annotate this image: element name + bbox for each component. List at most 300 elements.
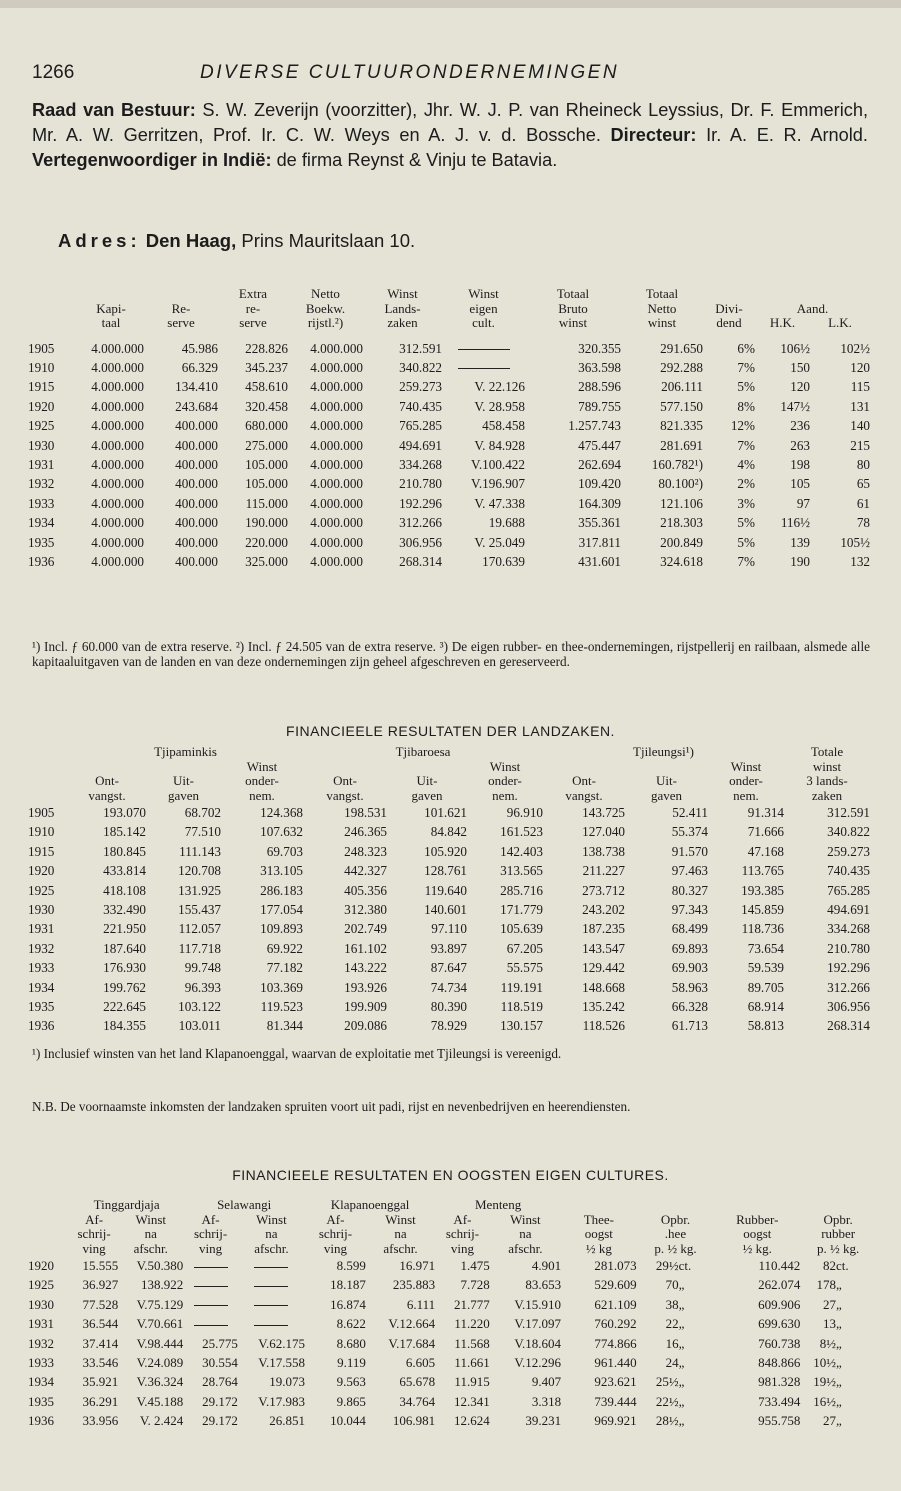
value-cell: 187.235 — [582, 921, 625, 937]
group-header-tjipaminkis: Tjipaminkis — [154, 744, 217, 759]
value-cell: 4.000.000 — [91, 418, 144, 434]
value-cell: 236 — [790, 418, 810, 434]
value-cell: 1.257.743 — [568, 418, 621, 434]
col-header-winst: nem. — [249, 787, 275, 803]
value-cell: „ — [678, 1277, 685, 1293]
value-cell: 345.237 — [245, 359, 288, 375]
col-header-afschrijving: Af- — [326, 1211, 345, 1227]
value-cell: 332.490 — [103, 902, 146, 918]
value-cell: 164.309 — [578, 495, 621, 511]
table-row — [28, 1353, 876, 1372]
value-cell: 475.447 — [578, 437, 621, 453]
year-cell: 1905 — [28, 805, 55, 820]
value-cell: 313.565 — [500, 863, 543, 879]
value-cell: 96.393 — [184, 979, 221, 995]
value-cell: 281.691 — [660, 437, 703, 453]
value-cell: 324.618 — [660, 553, 703, 569]
value-cell: 923.621 — [594, 1374, 637, 1390]
value-cell: 6.605 — [405, 1355, 436, 1371]
col-header-rubber-oogst: Rubber- — [736, 1211, 779, 1227]
value-cell: 733.494 — [758, 1393, 801, 1409]
year-cell: 1920 — [28, 1258, 54, 1273]
value-cell: 55.374 — [671, 824, 708, 840]
value-cell: 36.544 — [82, 1316, 119, 1332]
value-cell: 115 — [850, 379, 870, 395]
year-cell: 1910 — [28, 824, 55, 840]
value-cell: 458.458 — [482, 418, 525, 434]
value-cell: 13 — [822, 1316, 836, 1332]
value-cell: 400.000 — [175, 476, 218, 492]
table-row — [28, 919, 870, 938]
year-cell: 1933 — [28, 1355, 54, 1371]
value-cell: 143.547 — [582, 940, 625, 956]
value-cell: 11.915 — [454, 1374, 490, 1390]
col-header-winst: onder- — [729, 773, 763, 788]
value-cell: 148.668 — [582, 979, 625, 995]
value-cell: 66.329 — [181, 359, 218, 375]
col-header-afschrijving: ving — [199, 1240, 223, 1256]
value-cell: 4.000.000 — [91, 476, 144, 492]
value-cell: 29.172 — [202, 1393, 238, 1409]
year-cell: 1930 — [28, 902, 55, 918]
value-cell: 69.893 — [671, 940, 708, 956]
value-cell — [238, 1295, 305, 1314]
table-row — [28, 1314, 876, 1333]
year-cell: 1935 — [28, 999, 55, 1015]
dash-mark — [254, 1305, 288, 1306]
value-cell: 7.728 — [460, 1277, 490, 1293]
value-cell: 4.000.000 — [310, 437, 363, 453]
value-cell: 418.108 — [103, 882, 146, 898]
value-cell: V. 84.928 — [474, 437, 525, 453]
value-cell: 192.296 — [399, 495, 442, 511]
value-cell: 4.000.000 — [91, 437, 144, 453]
value-cell: 96.910 — [506, 805, 543, 820]
table-row — [28, 900, 870, 919]
value-cell: 6.111 — [406, 1296, 436, 1312]
value-cell: 115.000 — [245, 495, 288, 511]
col-header-opbr-rubber: Opbr. — [823, 1211, 853, 1227]
col-header-winst-eigen: cult. — [472, 315, 495, 330]
value-cell: 71.666 — [747, 824, 784, 840]
value-cell — [442, 339, 525, 358]
value-cell: 77.182 — [266, 960, 303, 976]
page-number: 1266 — [32, 62, 75, 83]
value-cell: 16½ — [813, 1393, 836, 1409]
col-header-totaal-netto: Netto — [647, 300, 677, 316]
group-header-klapanoenggal: Klapanoenggal — [330, 1197, 410, 1212]
value-cell: „ — [835, 1277, 842, 1293]
value-cell: 320.458 — [245, 398, 288, 414]
value-cell: 760.292 — [594, 1316, 637, 1332]
value-cell: 187.640 — [103, 940, 146, 956]
value-cell: 120 — [850, 359, 870, 375]
value-cell: 981.328 — [758, 1374, 801, 1390]
value-cell: 116½ — [780, 515, 810, 531]
table-row — [28, 803, 870, 822]
value-cell: 306.956 — [399, 534, 442, 550]
table-row — [28, 358, 870, 377]
value-cell: V. 28.958 — [474, 398, 525, 414]
dash-mark — [458, 368, 510, 369]
table-row — [28, 455, 870, 474]
col-header-thee-oogst: ½ kg — [585, 1240, 612, 1256]
value-cell: 80.100²) — [658, 476, 703, 492]
value-cell: V.45.188 — [136, 1393, 184, 1409]
value-cell: 262.074 — [758, 1277, 801, 1293]
col-header-winst: nem. — [733, 787, 759, 803]
value-cell: 8.680 — [336, 1335, 366, 1351]
value-cell: 285.716 — [500, 882, 543, 898]
value-cell: 8½ — [819, 1335, 836, 1351]
value-cell: 248.323 — [344, 843, 387, 859]
year-cell: 1934 — [28, 515, 55, 531]
value-cell: 821.335 — [660, 418, 703, 434]
value-cell: 4.000.000 — [310, 534, 363, 550]
value-cell: 3% — [737, 495, 755, 511]
group-header-tjileungsi: Tjileungsi¹) — [633, 744, 694, 759]
value-cell — [442, 358, 525, 377]
value-cell: 138.738 — [582, 843, 625, 859]
value-cell: „ — [835, 1316, 842, 1332]
value-cell: „ — [678, 1335, 685, 1351]
value-cell: 33.546 — [82, 1355, 119, 1371]
col-header-winst: Winst — [385, 1211, 416, 1227]
value-cell: 58.963 — [671, 979, 708, 995]
value-cell: 740.435 — [399, 398, 442, 414]
year-cell: 1934 — [28, 1374, 54, 1390]
value-cell — [238, 1256, 305, 1275]
value-cell: 24 — [665, 1355, 679, 1371]
col-header-kapitaal: Kapi- — [96, 300, 126, 316]
value-cell: 176.930 — [103, 960, 146, 976]
year-cell: 1931 — [28, 1316, 54, 1332]
value-cell: 259.273 — [399, 379, 442, 395]
table-row — [28, 474, 870, 493]
page-header — [32, 58, 872, 88]
value-cell: 4.000.000 — [310, 418, 363, 434]
financial-table-landzaken — [28, 745, 870, 1036]
value-cell: 97.463 — [671, 863, 708, 879]
value-cell: 9.119 — [337, 1355, 366, 1371]
col-header-extra: re- — [245, 300, 261, 316]
value-cell: 199.909 — [344, 999, 387, 1015]
table-row — [28, 1275, 876, 1294]
value-cell: 139 — [790, 534, 810, 550]
value-cell: 66.328 — [671, 999, 708, 1015]
value-cell: V.70.661 — [136, 1316, 184, 1332]
value-cell: 82 — [822, 1258, 836, 1273]
value-cell: 312.266 — [827, 979, 870, 995]
value-cell: 765.285 — [827, 882, 870, 898]
col-header-uitgaven: gaven — [411, 787, 443, 803]
col-header-afschrijving: Af- — [85, 1211, 104, 1227]
value-cell — [238, 1275, 305, 1294]
col-header-winst: onder- — [488, 773, 522, 788]
table-row — [28, 822, 870, 841]
address-line — [58, 230, 415, 252]
col-header-dividend: dend — [716, 315, 742, 330]
value-cell: 955.758 — [758, 1413, 801, 1429]
value-cell: 117.718 — [178, 940, 221, 956]
table-body — [28, 339, 870, 572]
table-row — [28, 939, 870, 958]
value-cell: 109.893 — [260, 921, 303, 937]
value-cell: 12.624 — [453, 1413, 490, 1429]
value-cell: 171.779 — [500, 902, 543, 918]
value-cell: V.15.910 — [514, 1296, 562, 1312]
value-cell: 61.713 — [671, 1018, 708, 1034]
value-cell: 160.782¹) — [651, 456, 703, 472]
value-cell: 4.000.000 — [91, 495, 144, 511]
value-cell: 105.920 — [424, 843, 467, 859]
year-cell: 1931 — [28, 921, 55, 937]
col-header-winst-eigen: eigen — [469, 300, 498, 316]
value-cell: 193.070 — [103, 805, 146, 820]
col-header-ontvangst: Ont- — [572, 773, 596, 788]
value-cell: 142.403 — [500, 843, 543, 859]
value-cell: 7% — [737, 437, 755, 453]
value-cell: 15.555 — [82, 1258, 119, 1273]
col-header-afschrijving: schrij- — [193, 1226, 228, 1241]
value-cell: 306.956 — [827, 999, 870, 1015]
director-label: Directeur: — [610, 125, 697, 145]
table-row — [28, 1392, 876, 1411]
table-row — [28, 339, 870, 358]
value-cell: 22 — [665, 1316, 679, 1332]
year-cell: 1925 — [28, 418, 55, 434]
value-cell: 969.921 — [594, 1413, 637, 1429]
value-cell: V. 22.126 — [474, 379, 525, 395]
value-cell: „ — [678, 1393, 685, 1409]
value-cell: 9.563 — [336, 1374, 366, 1390]
year-cell: 1936 — [28, 553, 55, 569]
value-cell: 9.865 — [336, 1393, 366, 1409]
value-cell: 312.266 — [399, 515, 442, 531]
value-cell: 334.268 — [399, 456, 442, 472]
value-cell: V. 2.424 — [139, 1413, 184, 1429]
value-cell: 120 — [790, 379, 810, 395]
value-cell: 268.314 — [399, 553, 442, 569]
value-cell: 105.000 — [245, 476, 288, 492]
value-cell: 2% — [737, 476, 755, 492]
value-cell: 218.303 — [660, 515, 703, 531]
value-cell: 35.921 — [82, 1374, 119, 1390]
value-cell: 25½ — [655, 1374, 679, 1390]
col-header-rubber-oogst: ½ kg. — [742, 1240, 772, 1256]
value-cell: V.17.558 — [258, 1355, 306, 1371]
page-edge — [0, 0, 901, 8]
col-header-winst: Winst — [489, 758, 521, 774]
value-cell: 11.568 — [454, 1335, 490, 1351]
value-cell: 30.554 — [202, 1355, 238, 1371]
value-cell: 177.054 — [260, 902, 303, 918]
value-cell: 119.191 — [500, 979, 543, 995]
table-body — [28, 803, 870, 1036]
value-cell: 106.981 — [392, 1413, 436, 1429]
value-cell: 26.851 — [269, 1413, 306, 1429]
value-cell: ct. — [678, 1258, 692, 1273]
value-cell: 83.653 — [525, 1277, 562, 1293]
table-header — [28, 745, 870, 803]
value-cell: 312.380 — [344, 902, 387, 918]
value-cell: „ — [835, 1296, 842, 1312]
value-cell: 235.883 — [392, 1277, 436, 1293]
year-cell: 1910 — [28, 359, 55, 375]
value-cell: V.12.664 — [388, 1316, 436, 1332]
nb-note — [32, 1100, 870, 1115]
value-cell: 4.901 — [531, 1258, 562, 1273]
year-cell: 1920 — [28, 863, 55, 879]
year-cell: 1933 — [28, 960, 55, 976]
value-cell: 132 — [850, 553, 870, 569]
value-cell: 281.073 — [594, 1258, 637, 1273]
value-cell: 4.000.000 — [91, 515, 144, 531]
running-title: DIVERSE CULTUURONDERNEMINGEN — [200, 62, 620, 83]
value-cell: 99.748 — [184, 960, 221, 976]
year-cell: 1920 — [28, 398, 55, 414]
value-cell: 206.111 — [661, 379, 703, 395]
value-cell: 7% — [737, 359, 755, 375]
col-header-ontvangst: vangst. — [565, 787, 603, 803]
dash-mark — [254, 1286, 288, 1287]
value-cell: 317.811 — [578, 534, 621, 550]
value-cell: ct. — [835, 1258, 849, 1273]
value-cell: 68.914 — [747, 999, 784, 1015]
col-header-ontvangst: Ont- — [95, 773, 119, 788]
value-cell: 65 — [856, 476, 870, 492]
value-cell: V.17.097 — [514, 1316, 562, 1332]
value-cell: 69.703 — [266, 843, 303, 859]
value-cell: 12% — [730, 418, 755, 434]
value-cell: 119.640 — [424, 882, 467, 898]
table-row — [28, 978, 870, 997]
value-cell: 103.369 — [260, 979, 303, 995]
table-row — [28, 1411, 876, 1430]
value-cell: 27 — [822, 1296, 836, 1312]
table-row — [28, 1334, 876, 1353]
value-cell: 161.523 — [500, 824, 543, 840]
value-cell: V.17.983 — [258, 1393, 306, 1409]
value-cell: 442.327 — [344, 863, 387, 879]
value-cell: 209.086 — [344, 1018, 387, 1034]
col-header-totale: winst — [812, 758, 842, 774]
value-cell: 4.000.000 — [310, 515, 363, 531]
value-cell: V. 47.338 — [474, 495, 525, 511]
value-cell: „ — [678, 1316, 685, 1332]
year-cell: 1925 — [28, 882, 55, 898]
dash-mark — [194, 1305, 228, 1306]
section-title-landzaken: FINANCIEELE RESULTATEN DER LANDZAKEN. — [286, 723, 615, 739]
value-cell: 25.775 — [202, 1335, 238, 1351]
value-cell: 22½ — [655, 1393, 679, 1409]
col-header-opbr-thee: Opbr. — [660, 1211, 691, 1227]
table-row — [28, 1372, 876, 1391]
group-header-tinggardjaja: Tinggardjaja — [93, 1197, 160, 1212]
table-row — [28, 533, 870, 552]
nb-label: N.B. — [32, 1099, 57, 1114]
value-cell: 89.705 — [747, 979, 784, 995]
value-cell: 78.929 — [430, 1018, 467, 1034]
value-cell: 91.314 — [747, 805, 784, 820]
value-cell: 131 — [850, 398, 870, 414]
value-cell: 405.356 — [344, 882, 387, 898]
col-header-winst-landszaken: Lands- — [384, 300, 421, 316]
value-cell: 128.761 — [424, 863, 467, 879]
value-cell: 228.826 — [245, 340, 288, 356]
col-header-opbr-thee: p. ½ kg. — [654, 1240, 697, 1256]
value-cell: 961.440 — [594, 1355, 637, 1371]
col-header-totaal-bruto: winst — [558, 315, 588, 330]
value-cell: 59.539 — [747, 960, 784, 976]
value-cell: 118.526 — [582, 1018, 625, 1034]
value-cell: 39.231 — [525, 1413, 562, 1429]
value-cell: 12.341 — [453, 1393, 490, 1409]
table-row — [28, 997, 870, 1016]
representative-text: de firma Reynst & Vinju te Batavia. — [271, 150, 558, 170]
year-cell: 1932 — [28, 1335, 54, 1351]
year-cell: 1930 — [28, 437, 55, 453]
value-cell: 10½ — [813, 1355, 836, 1371]
value-cell: 400.000 — [175, 418, 218, 434]
value-cell: 97 — [796, 495, 810, 511]
col-header-winst: na — [394, 1226, 407, 1241]
col-header-winst: afschr. — [508, 1240, 543, 1256]
value-cell: 4.000.000 — [91, 398, 144, 414]
value-cell: 138.922 — [141, 1277, 184, 1293]
col-header-ontvangst: vangst. — [326, 787, 364, 803]
value-cell: 6% — [737, 340, 755, 356]
value-cell: 243.684 — [175, 398, 218, 414]
value-cell: 143.725 — [582, 805, 625, 820]
year-cell: 1936 — [28, 1018, 55, 1034]
value-cell: 145.859 — [741, 902, 784, 918]
value-cell: 118.519 — [500, 999, 543, 1015]
year-cell: 1936 — [28, 1413, 54, 1429]
value-cell: 210.780 — [827, 940, 870, 956]
value-cell: 8% — [737, 398, 755, 414]
year-cell: 1915 — [28, 843, 55, 859]
value-cell: 8.599 — [336, 1258, 366, 1273]
value-cell: „ — [835, 1355, 842, 1371]
value-cell: 577.150 — [660, 398, 703, 414]
value-cell: 16.874 — [330, 1296, 366, 1312]
table-row — [28, 552, 870, 571]
value-cell: 33.956 — [82, 1413, 119, 1429]
value-cell: 97.110 — [431, 921, 467, 937]
value-cell: 55.575 — [506, 960, 543, 976]
value-cell: 4.000.000 — [310, 359, 363, 375]
value-cell: 529.609 — [594, 1277, 637, 1293]
value-cell: 107.632 — [260, 824, 303, 840]
value-cell: 67.205 — [506, 940, 543, 956]
value-cell: 4.000.000 — [310, 379, 363, 395]
value-cell: 69.903 — [671, 960, 708, 976]
value-cell: 103.011 — [178, 1018, 221, 1034]
table-row — [28, 958, 870, 977]
value-cell: 739.444 — [594, 1393, 637, 1409]
value-cell: 131.925 — [178, 882, 221, 898]
value-cell: 215 — [850, 437, 870, 453]
group-header-totale: Totale — [810, 744, 844, 759]
value-cell: 18.187 — [330, 1277, 366, 1293]
financial-table-company — [28, 287, 870, 571]
value-cell: 1.475 — [460, 1258, 490, 1273]
value-cell: 789.755 — [578, 398, 621, 414]
value-cell: 222.645 — [103, 999, 146, 1015]
value-cell: 334.268 — [827, 921, 870, 937]
value-cell: 211.227 — [582, 863, 625, 879]
